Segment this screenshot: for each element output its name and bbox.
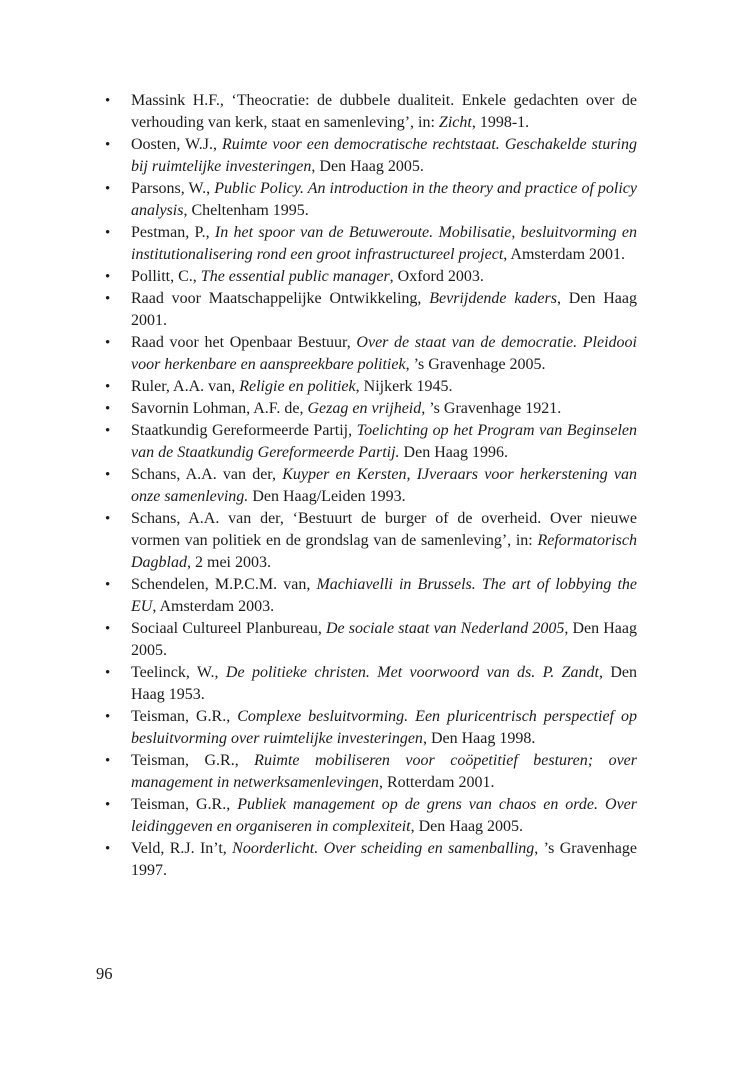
bibliography-entry xyxy=(105,794,637,838)
bullet-icon: • xyxy=(105,269,111,285)
entry-text: Teelinck, W., De politieke christen. Met voorwoord van ds. P. Zandt, Den Haag 1953. xyxy=(131,664,637,703)
entry-text: Teisman, G.R., Publiek management op de grens van chaos en orde. Over leidinggeven en organiseren in complexiteit, Den Haag 2005. xyxy=(131,796,638,835)
entry-text: Staatkundig Gereformeerde Partij, Toelichting op het Program van Beginselen van de Staatkundig Gereformeerde Partij. Den Haag 1996. xyxy=(131,422,637,461)
entry-text: Oosten, W.J., Ruimte voor een democratische rechtstaat. Geschakelde sturing bij ruimtelijke investeringen, Den Haag 2005. xyxy=(131,136,637,175)
bullet-icon: • xyxy=(105,225,111,241)
bullet-icon: • xyxy=(105,93,111,109)
bibliography-list xyxy=(105,90,637,882)
entry-text: Savornin Lohman, A.F. de, Gezag en vrijheid, ’s Gravenhage 1921. xyxy=(131,400,562,417)
document-page-text-block xyxy=(105,90,637,882)
bullet-icon: • xyxy=(105,379,111,395)
entry-text: Massink H.F., ‘Theocratie: de dubbele dualiteit. Enkele gedachten over de verhouding van kerk, staat en samenleving’, in: Zicht, 1998-1. xyxy=(131,92,637,131)
bibliography-entry xyxy=(105,376,637,398)
bullet-icon: • xyxy=(105,401,111,417)
entry-text: Ruler, A.A. van, Religie en politiek, Nijkerk 1945. xyxy=(131,378,453,395)
bibliography-entry xyxy=(105,266,637,288)
bullet-icon: • xyxy=(105,511,111,527)
bullet-icon: • xyxy=(105,797,111,813)
bibliography-entry xyxy=(105,178,637,222)
bullet-icon: • xyxy=(105,841,111,857)
bullet-icon: • xyxy=(105,621,111,637)
bibliography-entry xyxy=(105,288,637,332)
bullet-icon: • xyxy=(105,577,111,593)
entry-text: Raad voor Maatschappelijke Ontwikkeling, Bevrijdende kaders, Den Haag 2001. xyxy=(131,290,637,329)
bullet-icon: • xyxy=(105,423,111,439)
bibliography-entry xyxy=(105,706,637,750)
bullet-icon: • xyxy=(105,137,111,153)
bullet-icon: • xyxy=(105,753,111,769)
bibliography-entry xyxy=(105,332,637,376)
entry-text: Schans, A.A. van der, ‘Bestuurt de burger of de overheid. Over nieuwe vormen van politiek en de grondslag van de samenleving’, in: Reformatorisch Dagblad, 2 mei 2003. xyxy=(131,510,637,571)
bullet-icon: • xyxy=(105,467,111,483)
bibliography-entry xyxy=(105,618,637,662)
entry-text: Pestman, P., In het spoor van de Betuweroute. Mobilisatie, besluitvorming en institutionalisering rond een groot infrastructureel project, Amsterdam 2001. xyxy=(131,224,638,263)
entry-text: Parsons, W., Public Policy. An introduction in the theory and practice of policy analysis, Cheltenham 1995. xyxy=(131,180,638,219)
bibliography-entry xyxy=(105,134,637,178)
entry-text: Sociaal Cultureel Planbureau, De sociale staat van Nederland 2005, Den Haag 2005. xyxy=(131,620,638,659)
entry-text: Veld, R.J. In’t, Noorderlicht. Over scheiding en samenballing, ’s Gravenhage 1997. xyxy=(131,840,637,879)
bibliography-entry xyxy=(105,90,637,134)
bullet-icon: • xyxy=(105,335,111,351)
bullet-icon: • xyxy=(105,709,111,725)
entry-text: Pollitt, C., The essential public manager, Oxford 2003. xyxy=(131,268,484,285)
bibliography-entry xyxy=(105,508,637,574)
bullet-icon: • xyxy=(105,181,111,197)
bibliography-entry xyxy=(105,464,637,508)
bibliography-entry xyxy=(105,662,637,706)
bibliography-entry xyxy=(105,574,637,618)
bibliography-entry xyxy=(105,838,637,882)
page-number: 96 xyxy=(96,964,113,983)
entry-text: Raad voor het Openbaar Bestuur, Over de staat van de democratie. Pleidooi voor herkenbare en aanspreekbare politiek, ’s Gravenhage 2005. xyxy=(131,334,637,373)
bibliography-entry xyxy=(105,222,637,266)
entry-text: Teisman, G.R., Complexe besluitvorming. Een pluricentrisch perspectief op besluitvorming over ruimtelijke investeringen, Den Haag 1998. xyxy=(131,708,637,747)
bullet-icon: • xyxy=(105,665,111,681)
bullet-icon: • xyxy=(105,291,111,307)
entry-text: Schendelen, M.P.C.M. van, Machiavelli in Brussels. The art of lobbying the EU, Amsterdam 2003. xyxy=(131,576,637,615)
bibliography-entry xyxy=(105,420,637,464)
bibliography-entry xyxy=(105,750,637,794)
bibliography-entry xyxy=(105,398,637,420)
entry-text: Schans, A.A. van der, Kuyper en Kersten, IJveraars voor herkerstening van onze samenleving. Den Haag/Leiden 1993. xyxy=(131,466,637,505)
entry-text: Teisman, G.R., Ruimte mobiliseren voor coöpetitief besturen; over management in netwerksamenlevingen, Rotterdam 2001. xyxy=(131,752,637,791)
